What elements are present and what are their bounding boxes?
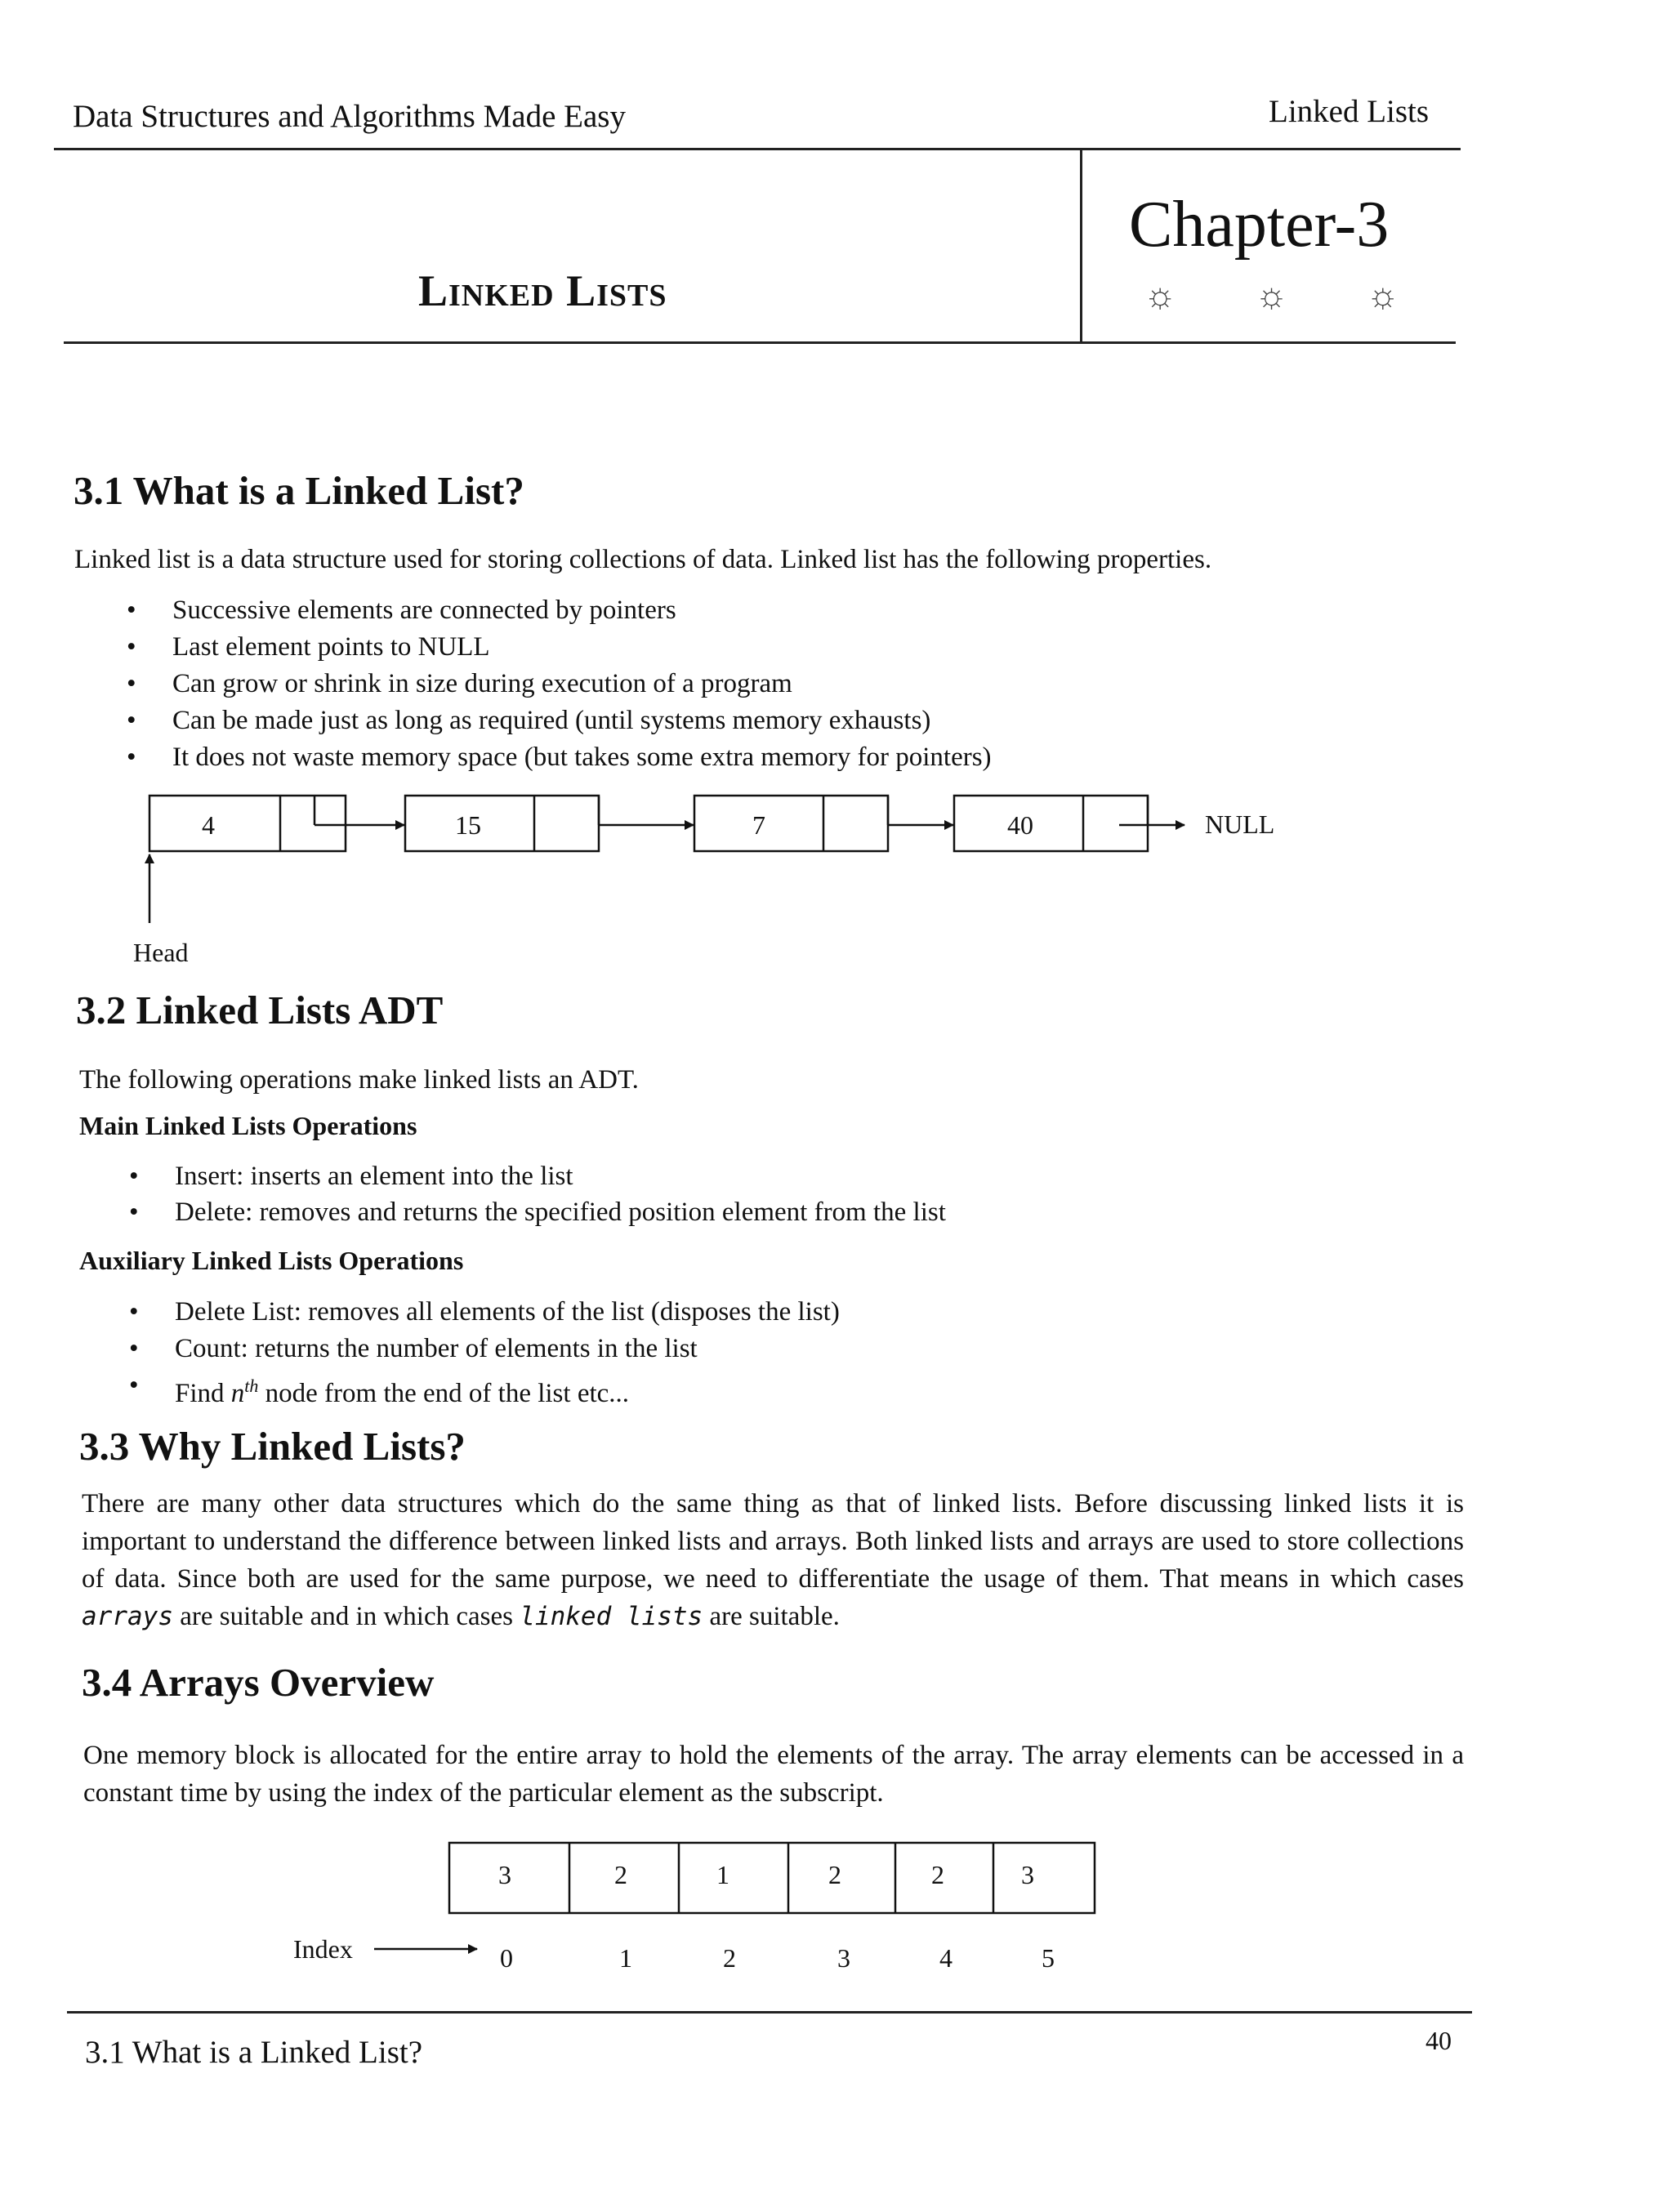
list-item: • Can be made just as long as required (until systems memory exhausts) — [127, 702, 992, 739]
footer-rule — [67, 2011, 1472, 2014]
array-value: 1 — [716, 1860, 729, 1889]
term-arrays: arrays — [82, 1602, 173, 1631]
index-label: Index — [293, 1934, 353, 1964]
node-value: 4 — [202, 810, 215, 840]
intro-3-1: Linked list is a data structure used for storing collections of data. Linked list has the following properties. — [74, 545, 1212, 574]
list-item: • Last element points to NULL — [127, 629, 992, 666]
array-index: 0 — [500, 1943, 513, 1973]
sun-icon: ☼ — [1255, 275, 1288, 315]
aux-nth-suffix: node from the end of the list etc... — [258, 1379, 630, 1408]
list-item: • It does not waste memory space (but takes some extra memory for pointers) — [127, 739, 992, 776]
term-linked-lists: linked lists — [520, 1602, 703, 1631]
sun-icon: ☼ — [1366, 275, 1399, 315]
array-value: 2 — [614, 1860, 627, 1889]
array-value: 3 — [498, 1860, 511, 1889]
array-index: 3 — [837, 1943, 850, 1973]
heading-3-1: 3.1 What is a Linked List? — [74, 468, 524, 513]
array-index: 1 — [619, 1943, 632, 1973]
intro-3-2: The following operations make linked lists an ADT. — [79, 1065, 639, 1095]
running-header-book-title: Data Structures and Algorithms Made Easy — [73, 99, 626, 134]
body-3-3-part-2: are suitable and in which cases — [172, 1602, 520, 1631]
node-value: 15 — [455, 810, 481, 840]
aux-ops-title: Auxiliary Linked Lists Operations — [79, 1246, 464, 1275]
body-3-3-part-1: There are many other data structures which do the same thing as that of linked lists. Before discussing linked lists it is important to understand the difference between linked lists and arrays. Both linked lists and arrays are used to store collections of data. Since both are used for the same purpose, we need to differentiate the usage of them. That means in which cases — [82, 1489, 1464, 1594]
array-value: 2 — [828, 1860, 841, 1889]
array-index: 4 — [939, 1943, 952, 1973]
node-value: 40 — [1007, 810, 1033, 840]
heading-3-2: 3.2 Linked Lists ADT — [76, 988, 444, 1032]
head-label: Head — [133, 938, 189, 967]
array-value: 3 — [1021, 1860, 1034, 1889]
heading-3-3: 3.3 Why Linked Lists? — [79, 1424, 466, 1469]
array-index: 2 — [723, 1943, 736, 1973]
array-index: 5 — [1042, 1943, 1055, 1973]
chapter-title: Linked Lists — [418, 266, 667, 315]
list-item: • Insert: inserts an element into the list — [129, 1158, 946, 1194]
aux-nth-prefix: Find — [175, 1379, 231, 1408]
chapter-label: Chapter-3 — [1129, 189, 1390, 261]
node-value: 7 — [752, 810, 765, 840]
null-label: NULL — [1205, 809, 1275, 839]
list-item: • Delete List: removes all elements of the list (disposes the list) — [129, 1294, 840, 1331]
list-item: • Successive elements are connected by pointers — [127, 592, 992, 629]
running-header-section: Linked Lists — [1269, 94, 1430, 129]
main-ops-title: Main Linked Lists Operations — [79, 1111, 417, 1140]
page-number: 40 — [1425, 2026, 1452, 2055]
footer-section-ref: 3.1 What is a Linked List? — [85, 2035, 423, 2070]
sun-icon: ☼ — [1144, 275, 1177, 315]
body-3-4: One memory block is allocated for the entire array to hold the elements of the array. The array elements can be accessed in a constant time by using the index of the particular element as the subscript. — [83, 1741, 1464, 1808]
body-3-3-part-3: are suitable. — [703, 1602, 840, 1631]
list-item: • Count: returns the number of elements in the list — [129, 1331, 840, 1367]
list-item: • Delete: removes and returns the specified position element from the list — [129, 1194, 946, 1230]
math-n: n — [230, 1379, 245, 1408]
array-block — [449, 1843, 1095, 1913]
array-value: 2 — [931, 1860, 944, 1889]
heading-3-4: 3.4 Arrays Overview — [82, 1660, 435, 1705]
math-th: th — [244, 1376, 259, 1396]
list-item: • Can grow or shrink in size during execution of a program — [127, 666, 992, 702]
